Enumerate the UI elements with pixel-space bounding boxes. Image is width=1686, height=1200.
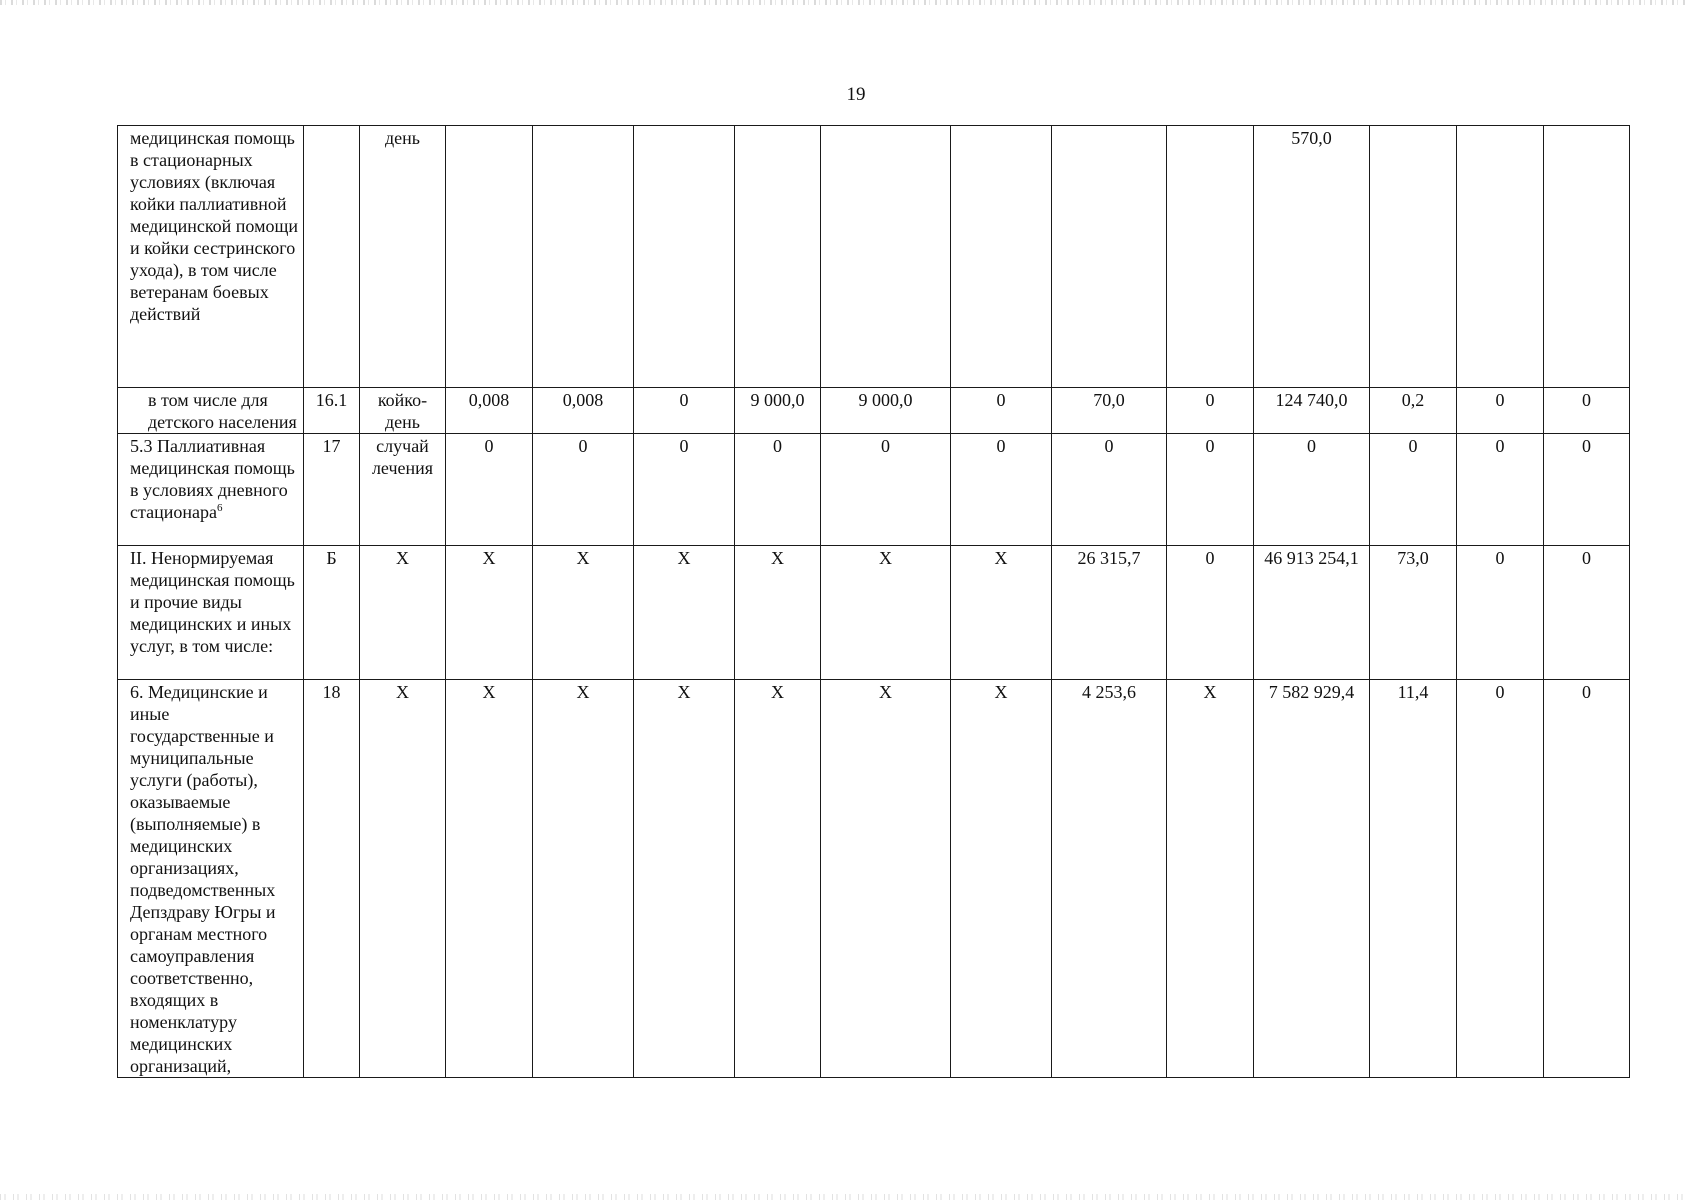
value-cell: Х [821, 546, 951, 680]
value-cell: Х [951, 680, 1052, 1078]
value-cell: 11,4 [1370, 680, 1457, 1078]
value-cell: 0 [1457, 388, 1544, 434]
footnote-marker: 6 [216, 502, 223, 514]
value-cell: 0 [951, 434, 1052, 546]
row-name-cell [118, 434, 304, 546]
value-cell: 0 [533, 434, 634, 546]
value-cell: 0 [1167, 388, 1254, 434]
value-cell: Х [634, 546, 735, 680]
scan-edge-bottom [0, 1194, 1686, 1200]
value-cell: 0 [1544, 388, 1630, 434]
value-cell [735, 126, 821, 388]
value-cell: 0 [1544, 680, 1630, 1078]
unit-cell: койко-день [360, 388, 446, 434]
value-cell: 46 913 254,1 [1254, 546, 1370, 680]
value-cell: 0 [1167, 434, 1254, 546]
value-cell: 0 [1167, 546, 1254, 680]
unit-cell: случай лечения [360, 434, 446, 546]
value-cell: 0 [735, 434, 821, 546]
value-cell: Х [735, 680, 821, 1078]
value-cell: Х [446, 546, 533, 680]
value-cell: 0 [1544, 434, 1630, 546]
value-cell [1052, 126, 1167, 388]
table-row [118, 680, 1630, 1078]
value-cell: 0 [1457, 680, 1544, 1078]
unit-cell: Х [360, 680, 446, 1078]
value-cell: 9 000,0 [735, 388, 821, 434]
value-cell: Х [1167, 680, 1254, 1078]
value-cell: 0,2 [1370, 388, 1457, 434]
value-cell: 4 253,6 [1052, 680, 1167, 1078]
value-cell [634, 126, 735, 388]
table-row [118, 388, 1630, 434]
value-cell: 0 [1457, 546, 1544, 680]
value-cell: Х [634, 680, 735, 1078]
value-cell [1544, 126, 1630, 388]
value-cell: Х [735, 546, 821, 680]
value-cell: 0 [1254, 434, 1370, 546]
row-number-cell: 18 [304, 680, 360, 1078]
value-cell: 0 [1052, 434, 1167, 546]
value-cell: Х [951, 546, 1052, 680]
value-cell [951, 126, 1052, 388]
value-cell: 0 [951, 388, 1052, 434]
value-cell: 0,008 [533, 388, 634, 434]
value-cell: 570,0 [1254, 126, 1370, 388]
value-cell: 9 000,0 [821, 388, 951, 434]
value-cell: 73,0 [1370, 546, 1457, 680]
value-cell: 124 740,0 [1254, 388, 1370, 434]
value-cell: Х [533, 680, 634, 1078]
row-name-text: 5.3 Паллиативная медицинская помощь в условиях дневного стационара [130, 436, 295, 522]
row-name-cell: в том числе для детского населения [118, 388, 304, 434]
value-cell: 0 [446, 434, 533, 546]
value-cell [533, 126, 634, 388]
value-cell [1167, 126, 1254, 388]
value-cell: Х [821, 680, 951, 1078]
row-name-cell: 6. Медицинские и иные государственные и муниципальные услуги (работы), оказываемые (выполняемые) в медицинских организациях, подведомственных Депздраву Югры и органам местного самоуправления соответственно, входящих в номенклатуру медицинских организаций, [118, 680, 304, 1078]
value-cell: 0 [1370, 434, 1457, 546]
value-cell: 70,0 [1052, 388, 1167, 434]
unit-cell: Х [360, 546, 446, 680]
value-cell [446, 126, 533, 388]
row-number-cell: Б [304, 546, 360, 680]
value-cell: 0 [634, 388, 735, 434]
data-table [117, 125, 1630, 1078]
row-number-cell: 17 [304, 434, 360, 546]
value-cell: Х [446, 680, 533, 1078]
table-row [118, 126, 1630, 388]
page-number: 19 [846, 84, 866, 105]
value-cell [1370, 126, 1457, 388]
value-cell: 7 582 929,4 [1254, 680, 1370, 1078]
scan-edge-top [0, 0, 1686, 5]
value-cell [821, 126, 951, 388]
table-row [118, 434, 1630, 546]
value-cell: 0 [1457, 434, 1544, 546]
row-number-cell: 16.1 [304, 388, 360, 434]
value-cell: 0 [1544, 546, 1630, 680]
row-name-cell: II. Ненормируемая медицинская помощь и прочие виды медицинских и иных услуг, в том числе: [118, 546, 304, 680]
row-number-cell [304, 126, 360, 388]
row-name-cell: медицинская помощь в стационарных условиях (включая койки паллиативной медицинской помощи и койки сестринского ухода), в том числе ветеранам боевых действий [118, 126, 304, 388]
value-cell: 26 315,7 [1052, 546, 1167, 680]
value-cell: 0 [821, 434, 951, 546]
value-cell: Х [533, 546, 634, 680]
value-cell [1457, 126, 1544, 388]
table-row [118, 546, 1630, 680]
unit-cell: день [360, 126, 446, 388]
value-cell: 0,008 [446, 388, 533, 434]
value-cell: 0 [634, 434, 735, 546]
